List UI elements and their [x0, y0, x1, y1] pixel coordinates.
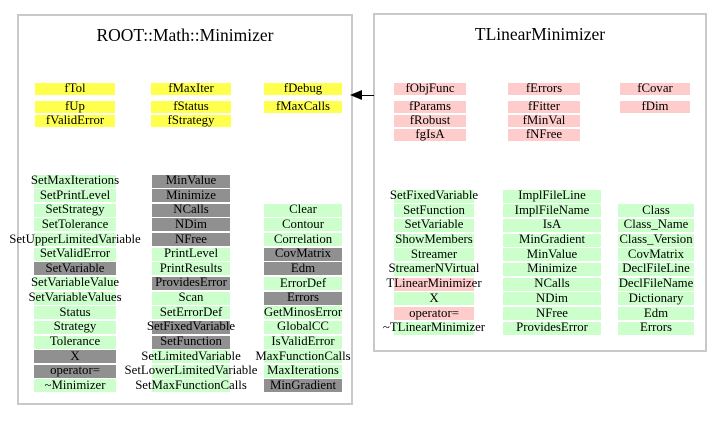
method-label: SetVariableValues [28, 290, 122, 305]
method-label: CovMatrix [274, 246, 332, 261]
method-label: SetVariableValue [30, 275, 120, 290]
method-label: SetFixedVariable [146, 319, 236, 334]
method-label: CovMatrix [627, 246, 685, 261]
method-label: SetStrategy [45, 202, 105, 217]
method-label: NCalls [173, 202, 209, 217]
method-label: Errors [287, 290, 319, 305]
method-label: PrintLevel [163, 246, 219, 261]
method-label: MinValue [165, 173, 217, 187]
method-label: Clear [289, 202, 317, 217]
method-label: ShowMembers [395, 232, 473, 247]
method-label: ImplFileName [514, 202, 590, 217]
method-label: Correlation [273, 231, 333, 246]
data-member-label: fCovar [637, 81, 673, 95]
class-title-root-math-minimizer[interactable]: ROOT::Math::Minimizer [96, 25, 274, 45]
method-item[interactable] [218, 350, 388, 365]
data-member-label: fDim [641, 99, 669, 113]
data-member-label: fObjFunc [405, 81, 455, 95]
method-label: ~Minimizer [44, 377, 106, 392]
method-label: SetMaxIterations [30, 173, 120, 187]
data-member-label: fUp [65, 99, 85, 113]
method-item[interactable] [218, 335, 388, 350]
method-label: StreamerNVirtual [388, 261, 480, 276]
method-label: operator= [50, 363, 100, 378]
inheritance-arrow-line [360, 95, 374, 97]
data-member-label: fFitter [528, 99, 560, 113]
method-label: Class_Name [623, 217, 689, 232]
data-member-label: fTol [64, 81, 86, 95]
data-member-label: fParams [409, 99, 451, 113]
method-item[interactable] [106, 189, 276, 204]
data-member-item[interactable] [570, 100, 723, 114]
data-member-item[interactable] [106, 114, 276, 128]
method-label: SetUpperLimitedVariable [9, 231, 141, 246]
method-label: Contour [282, 216, 324, 231]
method-label: DeclFileName [618, 276, 694, 291]
class-box-tlinearminimizer [373, 13, 707, 352]
data-member-label: fMaxCalls [275, 99, 331, 113]
method-label: SetVariable [404, 217, 464, 232]
method-label: DeclFileLine [622, 261, 690, 276]
method-label: NDim [536, 290, 568, 305]
method-label: Errors [640, 320, 672, 335]
method-label: Edm [290, 260, 316, 275]
method-label: SetPrintLevel [39, 187, 111, 202]
method-label: MaxIterations [267, 363, 339, 378]
data-member-label: fStrategy [167, 113, 215, 127]
method-label: SetVariable [45, 260, 105, 275]
method-item[interactable] [467, 189, 637, 204]
method-item[interactable] [0, 233, 160, 248]
data-member-label: fStatus [173, 99, 209, 113]
method-label: GlobalCC [277, 319, 329, 334]
method-label: X [70, 348, 80, 363]
data-member-label: fNFree [525, 127, 563, 141]
data-member-label: fMaxIter [168, 81, 214, 95]
data-member-label: fgIsA [415, 127, 445, 141]
method-label: operator= [409, 305, 459, 320]
inheritance-arrow-head [350, 90, 362, 100]
method-label: NCalls [534, 276, 570, 291]
method-label: SetLimitedVariable [141, 348, 241, 363]
method-label: ErrorDef [279, 275, 327, 290]
method-label: SetLowerLimitedVariable [124, 363, 258, 378]
method-label: ProvidesError [516, 320, 588, 335]
method-label: SetErrorDef [159, 304, 223, 319]
data-member-label: fValidError [45, 113, 105, 127]
method-label: ProvidesError [155, 275, 227, 290]
method-label: Minimize [527, 261, 577, 276]
data-member-label: fMinVal [522, 113, 566, 127]
method-label: NDim [175, 216, 207, 231]
method-label: Minimize [166, 187, 216, 202]
method-label: Strategy [53, 319, 97, 334]
data-member-label: fDebug [283, 81, 323, 95]
method-label: Status [59, 304, 91, 319]
class-box-root-math-minimizer [9, 14, 353, 405]
method-label: Scan [178, 290, 204, 305]
data-member-item[interactable] [459, 114, 629, 128]
method-label: MinGradient [518, 232, 586, 247]
data-member-label: fErrors [525, 81, 563, 95]
data-member-item[interactable] [459, 128, 629, 142]
method-label: Tolerance [49, 334, 101, 349]
data-member-label: fRobust [409, 113, 451, 127]
class-title-tlinearminimizer[interactable]: TLinearMinimizer [474, 24, 606, 44]
method-label: Streamer [410, 246, 458, 261]
data-members-column [570, 82, 723, 114]
method-label: X [429, 290, 439, 305]
method-label: NFree [536, 305, 568, 320]
method-label: PrintResults [159, 260, 223, 275]
method-label: Edm [643, 305, 669, 320]
method-label: SetFunction [160, 334, 222, 349]
method-label: MaxFunctionCalls [255, 348, 351, 363]
method-label: IsValidError [271, 334, 335, 349]
method-label: SetValidError [39, 246, 111, 261]
method-label: MinGradient [269, 377, 337, 392]
method-item[interactable] [106, 364, 276, 379]
method-label: MinValue [526, 246, 578, 261]
method-item[interactable] [106, 174, 276, 189]
data-member-item[interactable] [570, 82, 723, 96]
method-label: TLinearMinimizer [386, 276, 482, 291]
method-label: SetFixedVariable [389, 188, 479, 202]
method-label: ~TLinearMinimizer [382, 320, 486, 335]
method-label: GetMinosError [263, 304, 343, 319]
method-label: Class_Version [619, 232, 693, 247]
method-label: SetFunction [403, 202, 465, 217]
method-label: IsA [542, 217, 562, 232]
method-label: NFree [175, 231, 207, 246]
method-label: SetMaxFunctionCalls [135, 377, 247, 392]
method-label: Class [642, 202, 670, 217]
method-label: ImplFileLine [518, 188, 586, 202]
method-label: Dictionary [628, 290, 684, 305]
method-label: SetTolerance [41, 216, 109, 231]
